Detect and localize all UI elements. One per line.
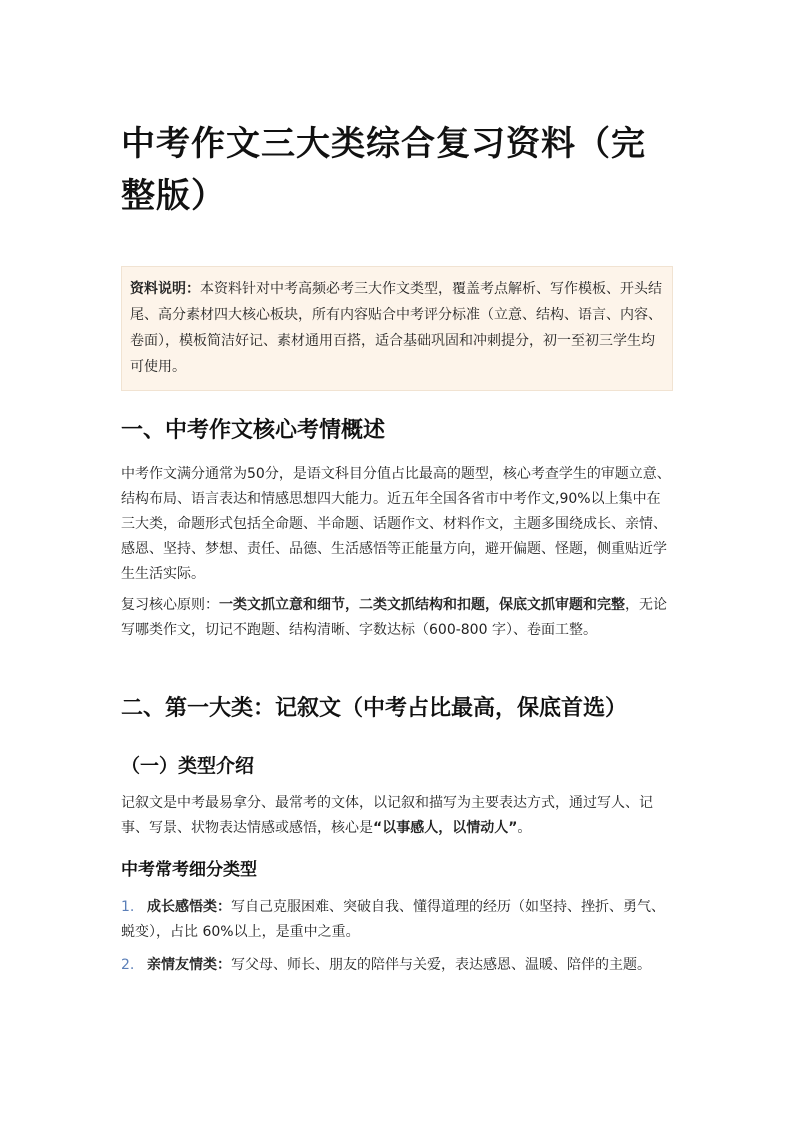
- info-note-box: [121, 266, 673, 391]
- intro-bold: “以事感人，以情动人”: [373, 820, 518, 836]
- intro-suffix: 。: [517, 820, 532, 836]
- types-list: [121, 895, 673, 978]
- common-types-heading: 中考常考细分类型: [121, 860, 257, 880]
- note-text: 本资料针对中考高频必考三大作文类型，覆盖考点解析、写作模板、开头结尾、高分素材四大核心板块，所有内容贴合中考评分标准（立意、结构、语言、内容、卷面），模板简洁好记、素材通用百搭，适合基础巩固和冲刺提分，初一至初三学生均可使用。: [130, 281, 662, 375]
- principle-suffix: ，无论写哪类作文，切记不跑题、结构清晰、字数达标（600-800 字）、卷面工整。: [121, 597, 667, 638]
- review-principle-paragraph: [121, 593, 673, 643]
- principle-prefix: 复习核心原则：: [121, 597, 219, 613]
- section1-paragraph: 中考作文满分通常为50分，是语文科目分值占比最高的题型，核心考查学生的审题立意、结构布局、语言表达和情感思想四大能力。近五年全国各省市中考作文,90%以上集中在三大类，命题形式包括全命题、半命题、话题作文、材料作文，主题多围绕成长、亲情、感恩、坚持、梦想、责任、品德、生活感悟等正能量方向，避开偏题、怪题，侧重贴近学生生活实际。: [121, 466, 671, 582]
- document-title: 中考作文三大类综合复习资料（完整版）: [121, 124, 646, 216]
- list-item: [121, 895, 673, 945]
- list-item-label: 亲情友情类：: [147, 957, 231, 973]
- note-label: 资料说明：: [130, 281, 200, 297]
- section2-heading: 二、第一大类：记叙文（中考占比最高，保底首选）: [121, 696, 628, 721]
- list-number: 1.: [121, 899, 135, 915]
- list-item: [121, 953, 673, 978]
- intro-prefix: 记叙文是中考最易拿分、最常考的文体，以记叙和描写为主要表达方式，通过写人、记事、写景、状物表达情感或感悟，核心是: [121, 795, 653, 836]
- section1-heading: 一、中考作文核心考情概述: [121, 418, 386, 443]
- type-intro-paragraph: [121, 791, 673, 841]
- list-item-label: 成长感悟类：: [147, 899, 231, 915]
- principle-bold: 一类文抓立意和细节，二类文抓结构和扣题，保底文抓审题和完整: [219, 597, 625, 613]
- list-item-text: 写父母、师长、朋友的陪伴与关爱，表达感恩、温暖、陪伴的主题。: [231, 957, 651, 973]
- subsection-type-intro-heading: （一）类型介绍: [121, 755, 255, 777]
- list-number: 2.: [121, 957, 135, 973]
- list-item-text: 写自己克服困难、突破自我、懂得道理的经历（如坚持、挫折、勇气、蜕变），占比 60%以上，是重中之重。: [121, 899, 665, 940]
